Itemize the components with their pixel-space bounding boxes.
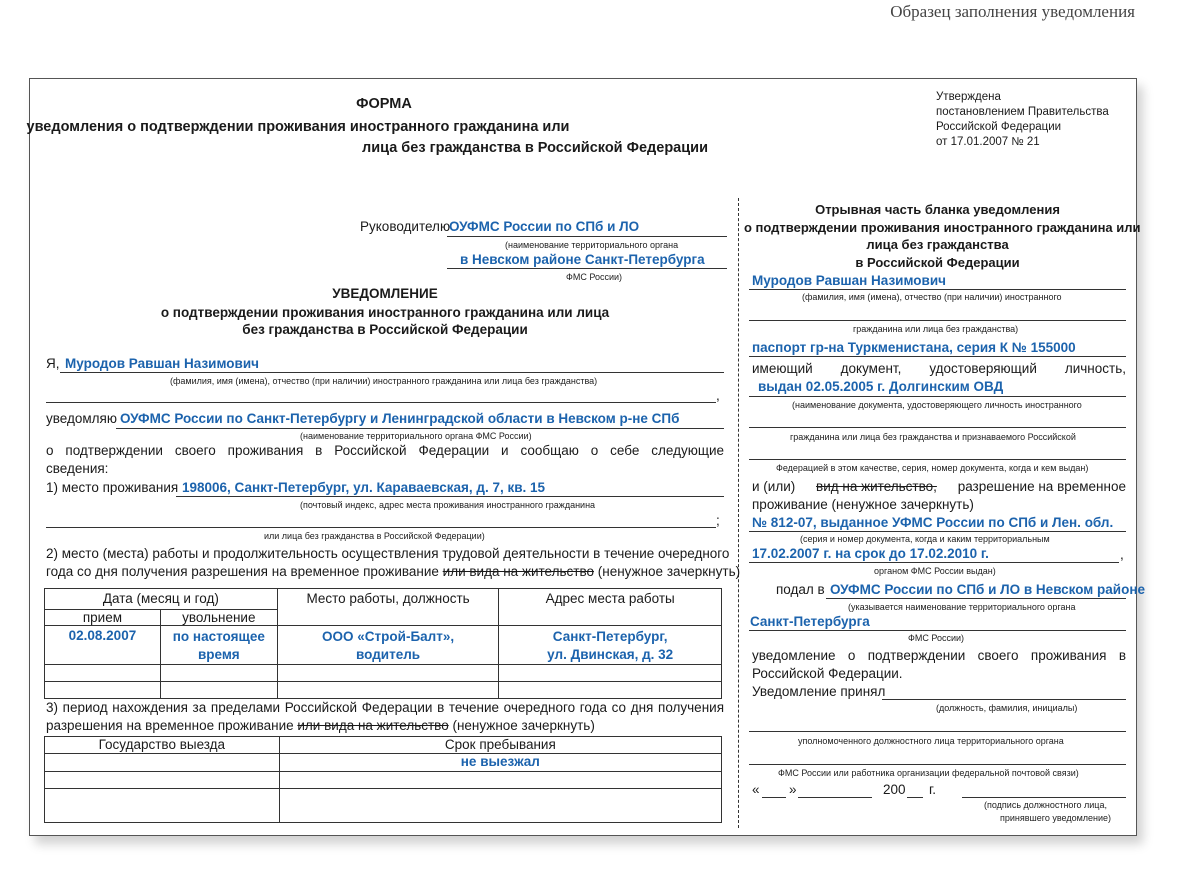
abroad-text-1: 3) период нахождения за пределами Российской Федерации в течение очередного года со дня получения [46, 700, 724, 715]
abroad-empty-cell [45, 754, 280, 772]
work-empty-cell [160, 665, 277, 682]
work-col-date: Дата (месяц и год) [45, 589, 278, 610]
notify-value: ОУФМС России по Санкт-Петербургу и Ленинградской области в Невском р-не СПб [120, 411, 680, 426]
to-label: Руководителю [360, 219, 451, 234]
tearoff-passport-line [749, 356, 1126, 357]
tearoff-spb: Санкт-Петербурга [750, 614, 870, 629]
work-table [44, 588, 722, 699]
residence-label: 1) место проживания [46, 480, 179, 495]
residence-semicolon: ; [716, 513, 720, 528]
abroad-empty-cell [279, 789, 721, 823]
work-row-addr-2: ул. Двинская, д. 32 [547, 647, 674, 662]
tearoff-permit-text-1b: вид на жительство, [816, 479, 937, 494]
tearoff-submitted-line [826, 598, 1126, 599]
approved-block [936, 90, 1109, 150]
tearoff-permit-comma: , [1120, 547, 1124, 562]
tear-off-cutline [738, 198, 739, 828]
tearoff-permit-text-2: проживание (ненужное зачеркнуть) [752, 497, 974, 512]
tearoff-name-line-2 [749, 320, 1126, 321]
to-value-1: ОУФМС России по СПб и ЛО [449, 219, 640, 234]
form-subtitle-1: уведомления о подтверждении проживания иностранного гражданина или [26, 119, 570, 135]
work-row-fire-1: по настоящее [172, 629, 265, 644]
applicant-line [60, 372, 724, 373]
approved-line-4: от 17.01.2007 № 21 [936, 136, 1040, 148]
i-label: Я, [46, 356, 60, 371]
abroad-text-2c: (ненужное зачеркнуть) [452, 718, 595, 733]
notice-subtitle-1: о подтверждении проживания иностранного гражданина или лица [160, 305, 610, 320]
residence-hint-1: (почтовый индекс, адрес места проживания иностранного гражданина [300, 500, 596, 510]
tearoff-sign-hint-2: принявшего уведомление) [1000, 813, 1112, 823]
applicant-line-2 [46, 402, 716, 403]
tearoff-name-hint-1: (фамилия, имя (имена), отчество (при наличии) иностранного [802, 292, 1062, 302]
tearoff-submitted-hint: (указывается наименование территориального органа [848, 602, 1076, 612]
tearoff-date-open: « [752, 782, 760, 797]
abroad-text-2b: или вида на жительство [297, 718, 449, 733]
to-line-1 [447, 236, 727, 237]
tearoff-name-line [749, 289, 1126, 290]
abroad-text-2a: разрешения на временное проживание [46, 718, 294, 733]
applicant-comma: , [716, 388, 720, 403]
tearoff-year-prefix: 200 [883, 782, 906, 797]
tearoff-fms-line [749, 764, 1126, 765]
work-row-addr-1: Санкт-Петербург, [552, 629, 668, 644]
tearoff-spb-hint: ФМС России) [908, 633, 965, 643]
tearoff-permit-hint-2: органом ФМС России выдан) [874, 566, 996, 576]
abroad-empty-cell [279, 772, 721, 789]
tearoff-passport: паспорт гр-на Туркменистана, серия К № 155000 [752, 340, 1076, 355]
tearoff-doc-text: имеющий документ, удостоверяющий личность, [752, 361, 1126, 376]
form-subtitle-2: лица без гражданства в Российской Федерации [362, 140, 708, 156]
tearoff-doc-line-3 [749, 459, 1126, 460]
work-row-hire: 02.08.2007 [45, 626, 161, 665]
tearoff-official-hint: уполномоченного должностного лица территориального органа [798, 736, 1064, 746]
work-col-hire: прием [45, 610, 161, 626]
tearoff-title-2: о подтверждении проживания иностранного гражданина или [744, 220, 1141, 235]
tearoff-submitted-label: подал в [776, 582, 825, 597]
work-text-2 [46, 564, 740, 579]
to-line-2 [447, 268, 727, 269]
work-empty-cell [160, 682, 277, 699]
tearoff-title-4: в Российской Федерации [855, 255, 1020, 270]
tearoff-notice-text-1: уведомление о подтверждении своего проживания в [752, 648, 1126, 663]
tearoff-sign-hint-1: (подпись должностного лица, [984, 800, 1107, 810]
work-text-2b: или вида на жительство [442, 564, 594, 579]
tearoff-notice-text-2: Российской Федерации. [752, 666, 903, 681]
work-empty-cell [277, 682, 499, 699]
approved-line-3: Российской Федерации [936, 121, 1062, 133]
notify-label: уведомляю [46, 411, 117, 426]
tearoff-permit-line [749, 531, 1126, 532]
approved-line-2: постановлением Правительства [936, 106, 1109, 118]
page-caption: Образец заполнения уведомления [890, 2, 1135, 21]
abroad-col-country: Государство выезда [45, 737, 280, 754]
work-row-fire [160, 626, 277, 665]
tearoff-spb-line [749, 630, 1126, 631]
tearoff-permit-hint: (серия и номер документа, когда и каким территориальным [800, 534, 1050, 544]
tearoff-title-3: лица без гражданства [866, 237, 1009, 252]
tearoff-year-suffix: г. [929, 782, 937, 797]
tearoff-doc-hint-1: (наименование документа, удостоверяющего личность иностранного [792, 400, 1082, 410]
notice-subtitle-2: без гражданства в Российской Федерации [242, 322, 528, 337]
tearoff-sign-line [962, 797, 1126, 798]
tearoff-accepted-line [882, 699, 1126, 700]
tearoff-doc-line-2 [749, 427, 1126, 428]
tearoff-date-day-line [762, 797, 786, 798]
tearoff-fms-hint: ФМС России или работника организации федеральной почтовой связи) [778, 768, 1079, 778]
tearoff-permit-value: № 812-07, выданное УФМС России по СПб и Лен. обл. [752, 515, 1114, 530]
residence-line [176, 496, 724, 497]
tearoff-name: Муродов Равшан Назимович [752, 273, 946, 288]
to-hint-2: ФМС России) [566, 272, 623, 282]
work-text-2a: года со дня получения разрешения на временное проживание [46, 564, 439, 579]
abroad-col-period: Срок пребывания [279, 737, 721, 754]
tearoff-permit-date: 17.02.2007 г. на срок до 17.02.2010 г. [752, 546, 989, 561]
tearoff-official-line [749, 731, 1126, 732]
tearoff-issued: выдан 02.05.2005 г. Долгинским ОВД [758, 379, 1004, 394]
work-row-place [277, 626, 499, 665]
notify-hint: (наименование территориального органа ФМС России) [300, 431, 532, 441]
abroad-row-period: не выезжал [279, 754, 721, 772]
work-empty-cell [499, 665, 722, 682]
work-col-addr: Адрес места работы [499, 589, 722, 626]
work-empty-cell [499, 682, 722, 699]
tearoff-permit-text-1a: и (или) [752, 479, 796, 494]
abroad-table [44, 736, 722, 823]
abroad-text-2 [46, 718, 595, 733]
work-col-fire: увольнение [160, 610, 277, 626]
tearoff-date-close: » [789, 782, 797, 797]
work-empty-cell [45, 682, 161, 699]
tearoff-issued-line [749, 396, 1126, 397]
tearoff-title-1: Отрывная часть бланка уведомления [815, 202, 1060, 217]
work-text-1: 2) место (места) работы и продолжительность осуществления трудовой деятельности в течение очередного [46, 546, 730, 561]
tearoff-permit-text-1 [752, 479, 1126, 494]
work-row-place-2: водитель [356, 647, 421, 662]
tearoff-name-hint-2: гражданина или лица без гражданства) [853, 324, 1019, 334]
declaration-line-1: о подтверждении своего проживания в Российской Федерации и сообщаю о себе следующие [46, 443, 724, 458]
work-empty-cell [277, 665, 499, 682]
residence-line-2 [46, 527, 716, 528]
tearoff-year-line [907, 797, 923, 798]
residence-value: 198006, Санкт-Петербург, ул. Караваевская, д. 7, кв. 15 [182, 480, 546, 495]
work-row-addr [499, 626, 722, 665]
work-text-2c: (ненужное зачеркнуть) [597, 564, 741, 579]
notice-title: УВЕДОМЛЕНИЕ [332, 286, 438, 301]
work-col-place: Место работы, должность [277, 589, 499, 626]
declaration-line-2: сведения: [46, 461, 109, 476]
abroad-empty-cell [45, 772, 280, 789]
approved-line-1: Утверждена [936, 91, 1001, 103]
to-value-2: в Невском районе Санкт-Петербурга [460, 252, 705, 267]
to-hint-1: (наименование территориального органа [505, 240, 679, 250]
work-empty-cell [45, 665, 161, 682]
tearoff-permit-date-line [749, 562, 1119, 563]
tearoff-permit-text-1c: разрешение на временное [957, 479, 1126, 494]
tearoff-accepted-hint: (должность, фамилия, инициалы) [936, 703, 1078, 713]
applicant-name: Муродов Равшан Назимович [65, 356, 259, 371]
applicant-hint: (фамилия, имя (имена), отчество (при наличии) иностранного гражданина или лица без гражданства) [170, 376, 598, 386]
abroad-empty-cell [45, 789, 280, 823]
residence-hint-2: или лица без гражданства в Российской Федерации) [264, 531, 485, 541]
work-row-place-1: ООО «Строй-Балт», [322, 629, 455, 644]
notify-line [116, 428, 724, 429]
tearoff-accepted-label: Уведомление принял [752, 684, 886, 699]
tearoff-submitted-value: ОУФМС России по СПб и ЛО в Невском районе [830, 582, 1146, 597]
form-title: ФОРМА [356, 96, 412, 112]
tearoff-date-month-line [798, 797, 872, 798]
tearoff-doc-hint-3: Федерацией в этом качестве, серия, номер документа, когда и кем выдан) [776, 463, 1089, 473]
tearoff-doc-hint-2: гражданина или лица без гражданства и признаваемого Российской [790, 432, 1076, 442]
work-row-fire-2: время [197, 647, 240, 662]
